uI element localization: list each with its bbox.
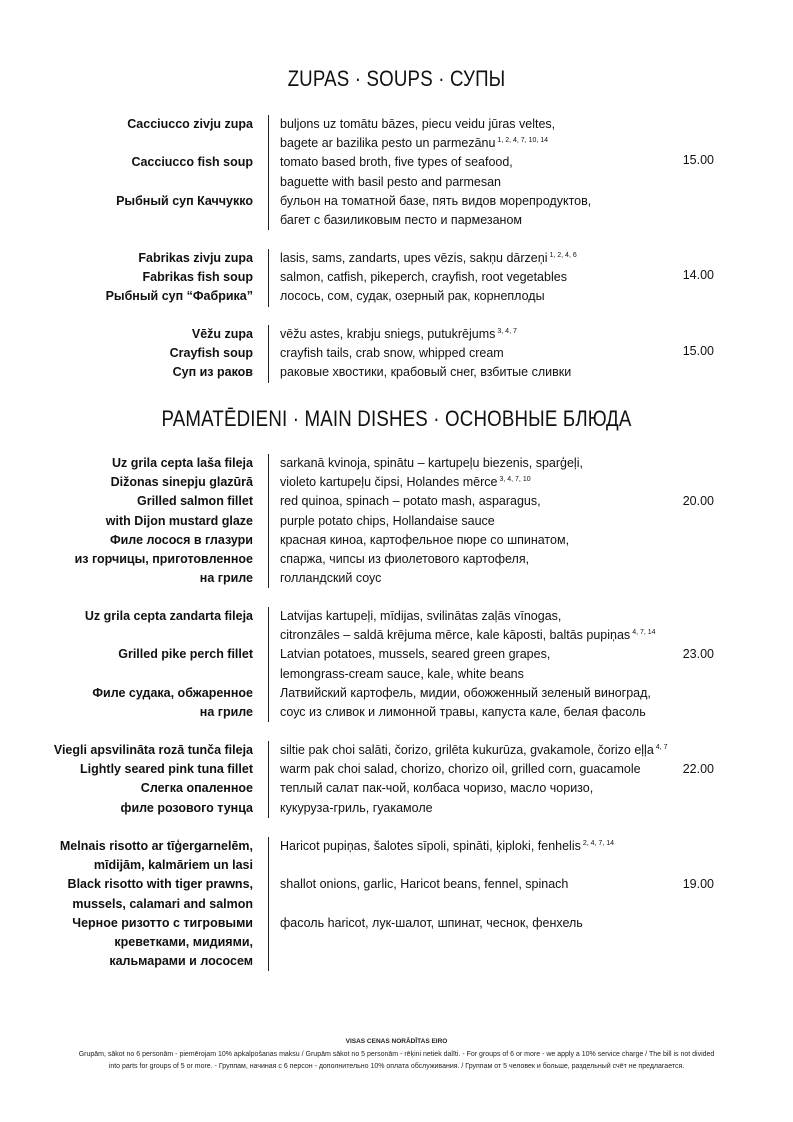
dish-name: Черное ризотто с тигровыми	[72, 915, 253, 930]
allergen-codes: 2, 4, 7, 14	[582, 840, 614, 847]
description-line: Латвийский картофель, мидии, обожженный зеленый виноград,	[280, 685, 651, 700]
description-line: shallot onions, garlic, Haricot beans, fennel, spinach	[280, 877, 569, 892]
description-line: раковые хвостики, крабовый снег, взбитые сливки	[280, 365, 572, 380]
dish-name: Melnais risotto ar tīģergarnelēm,	[59, 839, 253, 853]
allergen-codes: 3, 4, 7, 10	[499, 476, 531, 484]
description-line: vēžu astes, krabju sniegs, putukrējums $^{3, 4, 7}$	[280, 327, 517, 341]
description-line: голландский соус	[280, 571, 382, 586]
divider-line	[268, 325, 269, 383]
allergen-codes: 4, 7, 14	[632, 629, 656, 637]
dish-name: Uz grila cepta laša fileja	[111, 456, 253, 470]
dish-name: mussels, calamari and salmon	[72, 896, 253, 911]
dish-name: Grilled salmon fillet	[137, 494, 253, 509]
description-line: Latvian potatoes, mussels, seared green grapes,	[280, 647, 551, 662]
description-line: лосось, сом, судак, озерный рак, корнеплоды	[280, 289, 545, 304]
dish-name: креветками, мидиями,	[114, 935, 253, 950]
allergen-codes: 4, 7	[655, 744, 668, 751]
divider-line	[268, 454, 269, 588]
dish-name: Cacciucco zivju zupa	[127, 117, 253, 131]
footer-title: VISAS CENAS NORĀDĪTAS EIRO	[345, 1038, 448, 1045]
description-line: crayfish tails, crab snow, whipped cream	[280, 346, 504, 361]
dish-price: 19.00	[682, 877, 714, 891]
allergen-codes: 1, 2, 4, 7, 10, 14	[497, 137, 549, 145]
description-line: sarkanā kvinoja, spinātu – kartupeļu biezenis, sparģeļi,	[280, 456, 583, 470]
description-line: salmon, catfish, pikeperch, crayfish, root vegetables	[280, 270, 567, 285]
dish-price: 15.00	[682, 344, 714, 358]
dish-name	[85, 626, 253, 645]
dish-name: Grilled pike perch fillet	[118, 647, 253, 662]
section-title-main-dishes: PAMATĒDIENI · MAIN DISHES · ОСНОВНЫЕ БЛЮДА	[161, 406, 632, 431]
dish-names	[60, 837, 253, 971]
dish-name: Uz grila cepta zandarta fileja	[84, 609, 253, 623]
description-line: бульон на томатной базе, пять видов морепродуктов,	[280, 193, 592, 208]
dish-name: Crayfish soup	[169, 346, 253, 361]
dish-names	[106, 249, 253, 307]
description-line: Haricot pupiņas, šalotes sīpoli, spināti, ķiploki, fenhelis $^{2, 4, 7, 14}$	[280, 839, 614, 853]
allergen-codes: 3, 4, 7	[497, 328, 517, 335]
divider-line	[268, 115, 269, 230]
dish-name: Fabrikas zivju zupa	[138, 251, 253, 265]
dish-price: 20.00	[682, 494, 714, 508]
description-line: спаржа, чипсы из фиолетового картофеля,	[280, 552, 530, 567]
description-line: bagete ar bazilika pesto un parmezānu $^{1, 2, 4, 7, 10, 14}$	[280, 136, 549, 151]
dish-names	[170, 325, 253, 383]
description-line: соус из сливок и лимонной травы, капуста кале, белая фасоль	[280, 705, 646, 720]
dish-description	[280, 454, 585, 588]
dish-description	[280, 325, 573, 383]
dish-name	[116, 173, 253, 192]
divider-line	[268, 837, 269, 971]
description-line: purple potato chips, Hollandaise sauce	[280, 513, 495, 528]
dish-name: Fabrikas fish soup	[142, 270, 253, 285]
dish-price: 15.00	[682, 153, 714, 167]
dish-name: Dižonas sinepju glazūrā	[110, 475, 253, 490]
dish-name: Филе судака, обжаренное	[92, 685, 253, 700]
dish-name: на гриле	[199, 704, 253, 719]
dish-names	[85, 607, 253, 722]
dish-name: Vēžu zupa	[191, 327, 253, 341]
dish-name: Lightly seared pink tuna fillet	[80, 762, 253, 777]
dish-description	[280, 741, 667, 818]
description-line: красная киноа, картофельное пюре со шпинатом,	[280, 532, 570, 547]
section-title-soups: ZUPAS · SOUPS · СУПЫ	[287, 66, 506, 91]
dish-description	[280, 837, 614, 933]
description-line: Latvijas kartupeļi, mīdijas, svilinātas zaļās vīnogas,	[280, 609, 562, 623]
description-line: lasis, sams, zandarts, upes vēzis, sakņu dārzeņi $^{1, 2, 4, 6}$	[280, 251, 577, 265]
dish-name: Black risotto with tiger prawns,	[67, 877, 253, 892]
dish-name: филе розового тунца	[120, 800, 253, 815]
dish-name: кальмарами и лососем	[109, 954, 253, 969]
dish-name: на гриле	[199, 571, 253, 586]
dish-name: Рыбный суп “Фабрика”	[105, 289, 253, 304]
description-line	[280, 895, 614, 914]
dish-description	[280, 249, 577, 307]
dish-description	[280, 115, 593, 230]
dish-name: Суп из раков	[172, 365, 253, 380]
footer-line: into parts for groups of 5 or more. - Группам, начиная с 6 персон - дополнительно 10% оплата обслуживания. / Группам от 5 человек и больше, раздельный счёт не предлагается.	[108, 1063, 685, 1070]
dish-names	[116, 115, 253, 230]
divider-line	[268, 741, 269, 818]
dish-price: 22.00	[682, 762, 714, 776]
description-line: теплый салат пак-чой, колбаса чоризо, масло чоризо,	[280, 781, 594, 796]
dish-description	[280, 607, 656, 722]
dish-name: with Dijon mustard glaze	[105, 513, 253, 528]
description-line: багет с базиликовым песто и пармезаном	[280, 213, 523, 228]
footer-line: Grupām, sākot no 6 personām - piemērojam 10% apkalpošanas maksu / Grupām sākot no 5 personām - rēķini netiek dalīti. - For groups of 6 or more - we apply a 10% service charge / The bill is not divided	[78, 1050, 715, 1058]
footer-notice	[40, 1036, 753, 1074]
dish-names	[75, 454, 253, 588]
dish-name: Рыбный суп Каччукко	[116, 193, 253, 208]
description-line: warm pak choi salad, chorizo, chorizo oil, grilled corn, guacamole	[280, 762, 641, 777]
description-line: red quinoa, spinach – potato mash, asparagus,	[280, 494, 541, 509]
dish-names	[54, 741, 253, 818]
dish-price: 23.00	[682, 647, 714, 661]
description-line: фасоль haricot, лук-шалот, шпинат, чеснок, фенхель	[280, 915, 583, 930]
description-line: buljons uz tomātu bāzes, piecu veidu jūras veltes,	[280, 117, 556, 131]
dish-name	[85, 665, 253, 684]
description-line: violeto kartupeļu čipsi, Holandes mērce $^{3, 4, 7, 10}$	[280, 475, 531, 490]
description-line: citronzāles – saldā krējuma mērce, kale kāposti, baltās pupiņas $^{4, 7, 14}$	[280, 628, 656, 643]
description-line: кукуруза-гриль, гуакамоле	[280, 800, 433, 815]
dish-name	[116, 134, 253, 153]
dish-price: 14.00	[682, 268, 714, 282]
description-line: baguette with basil pesto and parmesan	[280, 174, 501, 189]
description-line	[280, 856, 614, 875]
dish-name: Viegli apsvilināta rozā tunča fileja	[53, 743, 253, 757]
dish-name: из горчицы, приготовленное	[74, 552, 253, 567]
divider-line	[268, 249, 269, 307]
dish-name: Слегка опаленное	[140, 781, 253, 796]
description-line: lemongrass-cream sauce, kale, white beans	[280, 666, 524, 681]
divider-line	[268, 607, 269, 722]
allergen-codes: 1, 2, 4, 6	[549, 252, 577, 259]
description-line: tomato based broth, five types of seafood,	[280, 155, 513, 170]
dish-name: mīdijām, kalmāriem un lasi	[93, 858, 253, 873]
dish-name: Cacciucco fish soup	[131, 155, 253, 170]
description-line: siltie pak choi salāti, čorizo, grilēta kukurūza, gvakamole, čorizo eļļa $^{4, 7}$	[280, 743, 668, 757]
dish-name	[116, 211, 253, 230]
dish-name: Филе лосося в глазури	[109, 532, 253, 547]
